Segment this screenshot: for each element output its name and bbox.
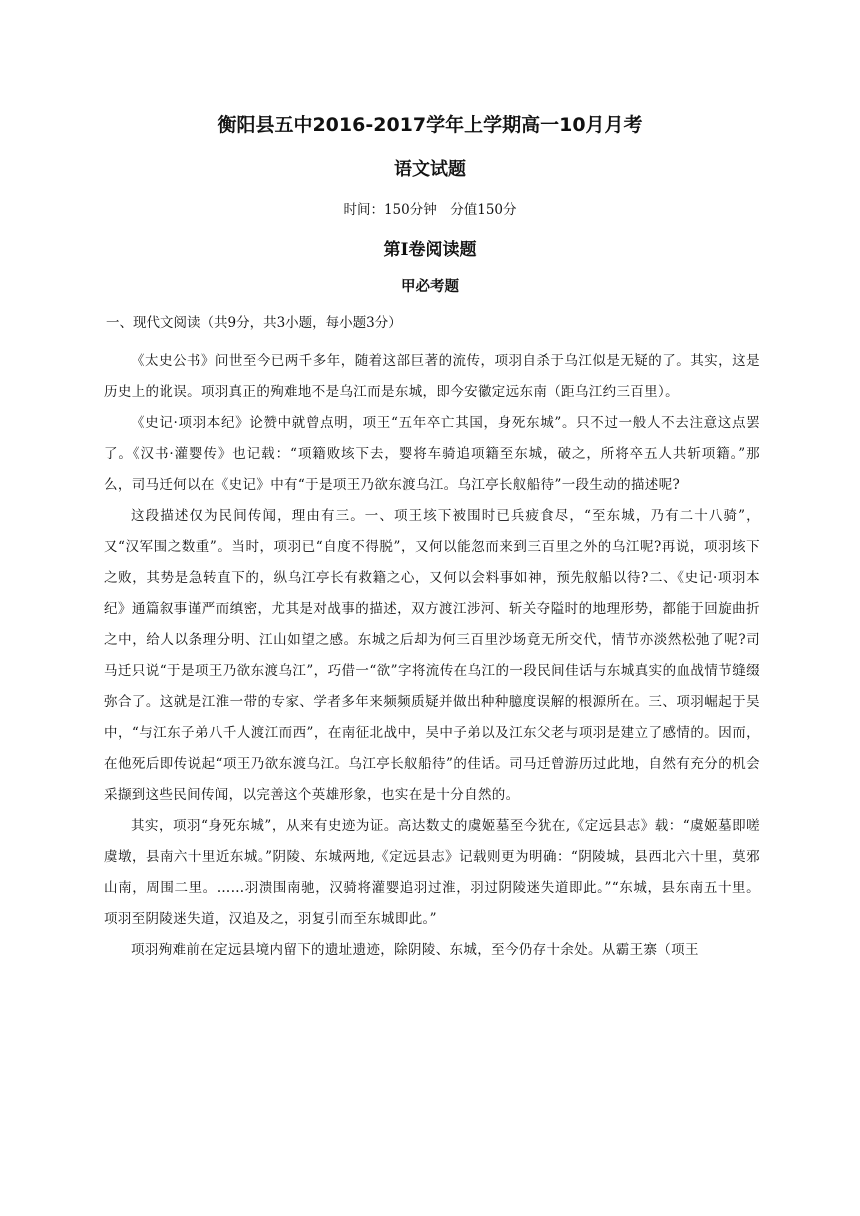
passage-paragraph: 其实，项羽“身死东城”，从来有史迹为证。高达数丈的虞姬墓至今犹在,《定远县志》载：“虞姬墓即嗟虞墩，县南六十里近东城。”阴陵、东城两地,《定远县志》记载则更为明确：“阴陵城，县西北六十里，莫邪山南，周围二里。……羽溃围南驰，汉骑将灌婴追羽过淮，羽过阴陵迷失道即此。”“东城，县东南五十里。项羽至阴陵迷失道，汉追及之，羽复引而至东城即此。” [104, 818, 760, 927]
exam-title: 衡阳县五中2016-2017学年上学期高一10月月考 [217, 114, 643, 136]
section-heading: 一、现代文阅读（共9分，共3小题，每小题3分） [106, 315, 402, 331]
passage-paragraph: 《史记·项羽本纪》论赞中就曾点明，项王“五年卒亡其国，身死东城”。只不过一般人不去注意这点罢了。《汉书·灌婴传》也记载：“项籍败垓下去，婴将车骑追项籍至东城，破之，所将卒五人共斩项籍。”那么，司马迁何以在《史记》中有“于是项王乃欲东渡乌江。乌江亭长舣船待”一段生动的描述呢? [104, 415, 760, 493]
passage-paragraph: 这段描述仅为民间传闻，理由有三。一、项王垓下被围时已兵疲食尽，“至东城，乃有二十八骑”，又“汉军围之数重”。当时，项羽已“自度不得脱”，又何以能忽而来到三百里之外的乌江呢?再说，项羽垓下之败，其势是急转直下的，纵乌江亭长有救籍之心，又何以会料事如神，预先舣船以待?二、《史记·项羽本纪》通篇叙事谨严而缜密，尤其是对战事的描述，双方渡江涉河、斩关夺隘时的地理形势，都能于回旋曲折之中，给人以条理分明、江山如望之感。东城之后却为何三百里沙场竟无所交代，情节亦淡然松弛了呢?司马迁只说“于是项王乃欲东渡乌江”，巧借一“欲”字将流传在乌江的一段民间佳话与东城真实的血战情节缝缀弥合了。这就是江淮一带的专家、学者多年来频频质疑并做出种种臆度误解的根源所在。三、项羽崛起于吴中，“与江东子弟八千人渡江而西”，在南征北战中，吴中子弟以及江东父老与项羽是建立了感情的。因而，在他死后即传说起“项王乃欲东渡乌江。乌江亭长舣船待”的佳话。司马迁曾游历过此地，自然有充分的机会采撷到这些民间传闻，以完善这个英雄形象，也实在是十分自然的。 [104, 508, 760, 803]
passage-paragraph: 《太史公书》问世至今已两千多年，随着这部巨著的流传，项羽自杀于乌江似是无疑的了。其实，这是历史上的讹误。项羽真正的殉难地不是乌江而是东城，即今安徽定远东南（距乌江约三百里）。 [104, 353, 760, 400]
passage-paragraph: 项羽殉难前在定远县境内留下的遗址遗迹，除阴陵、东城，至今仍存十余处。从霸王寨（项王 [131, 942, 699, 958]
exam-meta: 时间：150分钟 分值150分 [343, 202, 517, 218]
volume-title: 第Ⅰ卷阅读题 [383, 240, 477, 260]
reading-passage [104, 346, 760, 966]
required-section-title: 甲必考题 [401, 278, 459, 295]
subject-title: 语文试题 [394, 159, 466, 180]
